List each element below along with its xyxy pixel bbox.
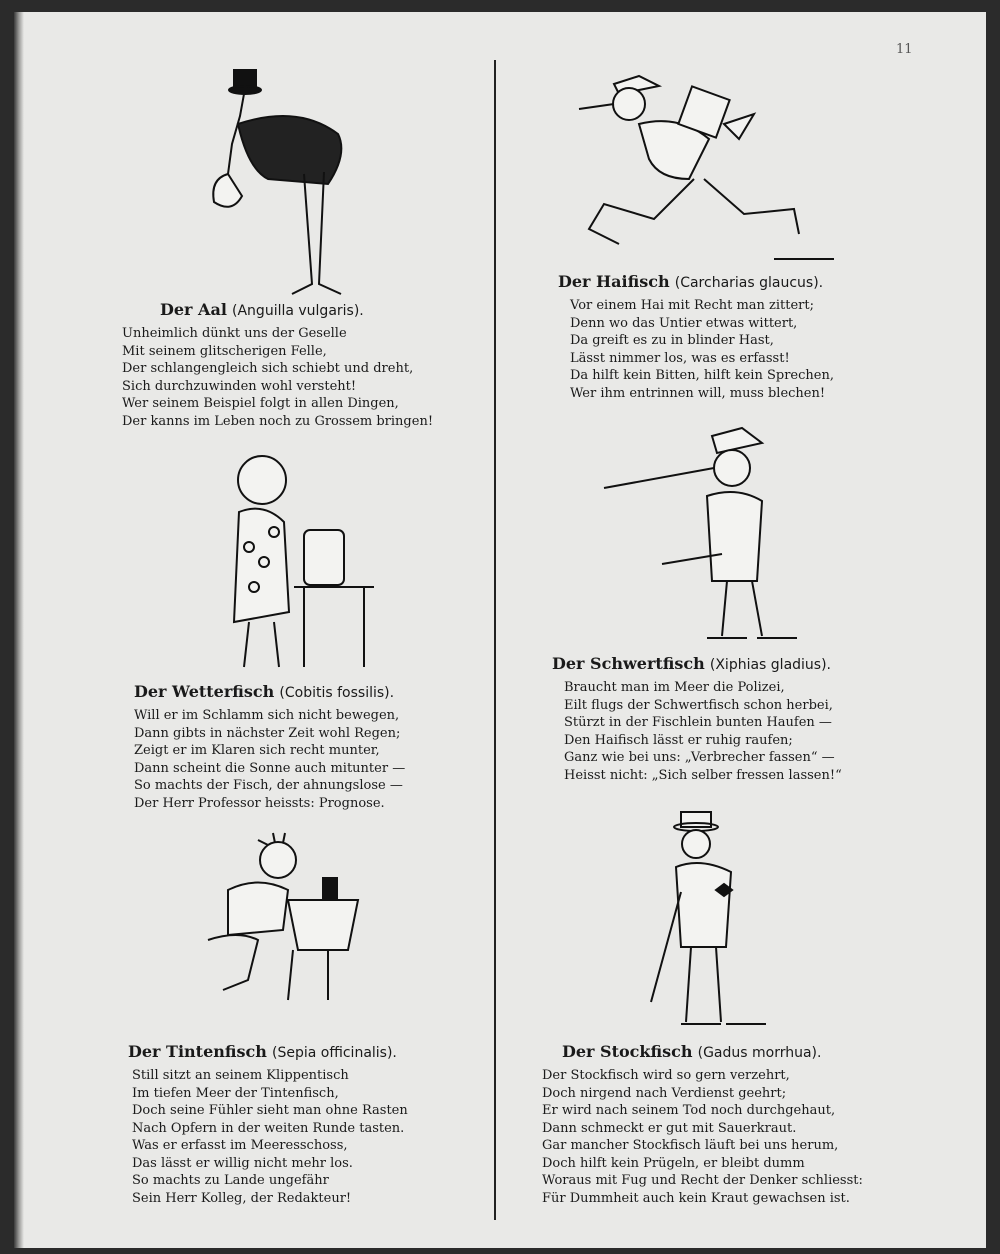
poem-line: Was er erfasst im Meeresschoss, xyxy=(132,1138,348,1153)
illustration-stockfisch xyxy=(636,802,806,1037)
poem xyxy=(134,707,405,812)
illustration-wetterfisch xyxy=(204,452,404,677)
poem-line: Sich durchzuwinden wohl versteht! xyxy=(122,378,357,394)
entry-heading xyxy=(540,1042,863,1061)
poem-line: Zeigt er im Klaren sich recht munter, xyxy=(134,743,380,758)
poem-line: Stürzt in der Fischlein bunten Haufen — xyxy=(564,715,832,730)
entry-name: Der Aal xyxy=(160,300,227,319)
entry-name: Der Tintenfisch xyxy=(128,1042,267,1061)
entry-name: Der Schwertfisch xyxy=(552,654,705,673)
entry-tintenfisch xyxy=(128,1042,408,1207)
poem xyxy=(558,297,834,402)
poem-line: Woraus mit Fug und Recht der Denker schliesst: xyxy=(542,1173,863,1188)
poem-line: Braucht man im Meer die Polizei, xyxy=(564,680,785,695)
entry-latin-name: (Sepia officinalis). xyxy=(271,1045,397,1061)
poem-line: Der kanns im Leben noch zu Grossem bringen! xyxy=(122,413,434,429)
poem-line: Dann scheint die Sonne auch mitunter — xyxy=(134,760,406,776)
poem-line: Im tiefen Meer der Tintenfisch, xyxy=(132,1085,339,1101)
poem-line: Sein Herr Kolleg, der Redakteur! xyxy=(132,1190,352,1206)
illustration-tintenfisch xyxy=(198,830,363,1010)
page xyxy=(14,12,986,1248)
poem-line: Nach Opfern in der weiten Runde tasten. xyxy=(132,1120,405,1136)
poem-line: Der Herr Professor heissts: Prognose. xyxy=(134,795,385,811)
poem-line: Wer seinem Beispiel folgt in allen Dingen, xyxy=(122,396,399,411)
column-divider xyxy=(494,60,496,1220)
poem-line: Heisst nicht: „Sich selber fressen lassen!“ xyxy=(564,767,842,783)
poem-line: Eilt flugs der Schwertfisch schon herbei, xyxy=(564,697,833,713)
illustration-haifisch xyxy=(574,64,844,269)
entry-haifisch xyxy=(558,272,834,402)
poem-line: Der schlangengleich sich schiebt und dreht, xyxy=(122,361,414,376)
entry-heading xyxy=(558,272,834,291)
entry-latin-name: (Anguilla vulgaris). xyxy=(232,303,364,319)
entry-latin-name: (Carcharias glaucus). xyxy=(674,275,824,291)
poem-line: Lässt nimmer los, was es erfasst! xyxy=(570,350,790,366)
poem-line: So machts zu Lande ungefähr xyxy=(132,1173,329,1188)
poem-line: Dann schmeckt er gut mit Sauerkraut. xyxy=(542,1120,797,1136)
poem-line: Gar mancher Stockfisch läuft bei uns herum, xyxy=(542,1138,839,1153)
poem-line: Das lässt er willig nicht mehr los. xyxy=(132,1155,353,1171)
entry-heading xyxy=(128,1042,408,1061)
poem-line: Doch seine Fühler sieht man ohne Rasten xyxy=(132,1103,408,1118)
poem-line: Wer ihm entrinnen will, muss blechen! xyxy=(570,385,826,401)
poem-line: Will er im Schlamm sich nicht bewegen, xyxy=(134,708,400,723)
poem-line: Da greift es zu in blinder Hast, xyxy=(570,333,774,348)
entry-wetterfisch xyxy=(134,682,405,812)
illustration-schwertfisch xyxy=(602,416,822,651)
poem-line: Für Dummheit auch kein Kraut gewachsen ist. xyxy=(542,1190,850,1206)
entry-schwertfisch xyxy=(552,654,842,784)
poem-line: Ganz wie bei uns: „Verbrecher fassen“ — xyxy=(564,750,835,765)
poem-line: Da hilft kein Bitten, hilft kein Sprechen, xyxy=(570,368,834,383)
poem-line: Still sitzt an seinem Klippentisch xyxy=(132,1068,349,1083)
poem-line: Doch nirgend nach Verdienst geehrt; xyxy=(542,1085,787,1101)
poem-line: Den Haifisch lässt er ruhig raufen; xyxy=(564,732,793,748)
poem xyxy=(540,1067,863,1207)
book-spine-shadow xyxy=(14,12,24,1248)
poem-line: Denn wo das Untier etwas wittert, xyxy=(570,315,798,331)
entry-latin-name: (Cobitis fossilis). xyxy=(279,685,395,701)
entry-aal xyxy=(122,300,433,430)
poem-line: Mit seinem glitscherigen Felle, xyxy=(122,343,327,359)
poem xyxy=(122,325,433,430)
entry-latin-name: (Gadus morrhua). xyxy=(697,1045,822,1061)
entry-heading xyxy=(134,682,405,701)
poem-line: Doch hilft kein Prügeln, er bleibt dumm xyxy=(542,1155,805,1171)
entry-name: Der Stockfisch xyxy=(562,1042,693,1061)
poem-line: Dann gibts in nächster Zeit wohl Regen; xyxy=(134,725,401,741)
page-number: 11 xyxy=(896,42,913,57)
entry-heading xyxy=(552,654,842,673)
entry-name: Der Haifisch xyxy=(558,272,670,291)
entry-stockfisch xyxy=(540,1042,863,1207)
illustration-aal xyxy=(194,64,364,304)
poem xyxy=(128,1067,408,1207)
poem-line: Unheimlich dünkt uns der Geselle xyxy=(122,326,347,341)
poem-line: Er wird nach seinem Tod noch durchgehaut, xyxy=(542,1103,836,1118)
poem xyxy=(552,679,842,784)
entry-heading xyxy=(122,300,433,319)
poem-line: So machts der Fisch, der ahnungslose — xyxy=(134,778,403,793)
entry-latin-name: (Xiphias gladius). xyxy=(709,657,832,673)
entry-name: Der Wetterfisch xyxy=(134,682,275,701)
poem-line: Der Stockfisch wird so gern verzehrt, xyxy=(542,1068,790,1083)
poem-line: Vor einem Hai mit Recht man zittert; xyxy=(570,298,815,313)
